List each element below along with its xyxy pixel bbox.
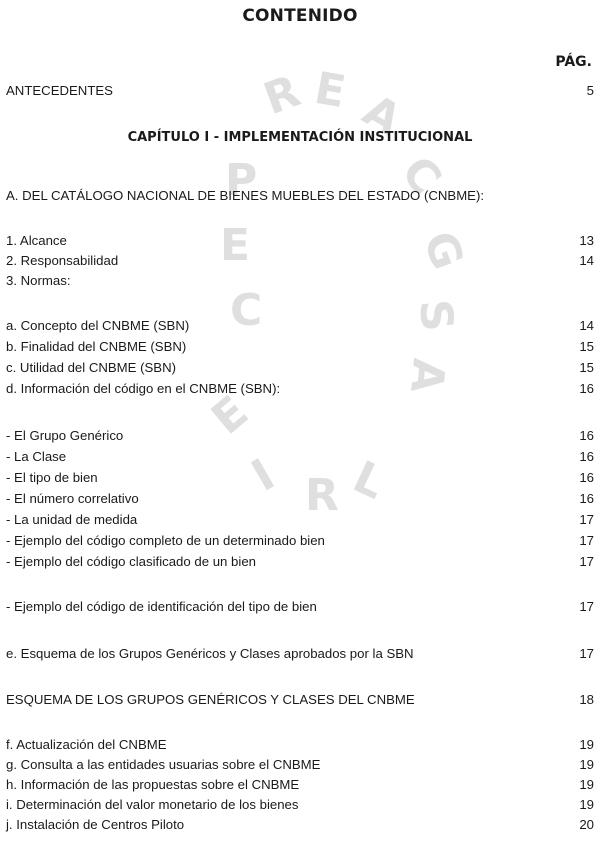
toc-entry[interactable] [6, 737, 594, 755]
toc-entry-page: 19 [579, 797, 594, 812]
toc-entry[interactable] [6, 646, 594, 664]
toc-entry[interactable] [6, 381, 594, 399]
toc-entry-page: 18 [579, 692, 594, 707]
toc-entry-label: j. Instalación de Centros Piloto [6, 817, 185, 832]
toc-entry[interactable] [6, 491, 594, 509]
toc-entry-label: A. DEL CATÁLOGO NACIONAL DE BIENES MUEBLES DEL ESTADO (CNBME): [6, 188, 485, 203]
toc-entry-page: 16 [579, 428, 594, 443]
toc-entry-label: - El Grupo Genérico [6, 428, 124, 443]
toc-entry-label: - La Clase [6, 449, 67, 464]
toc-entry-label: 2. Responsabilidad [6, 253, 119, 268]
toc-entry-page: 16 [579, 381, 594, 396]
watermark-letter: R [305, 470, 339, 521]
toc-entry-page: 17 [579, 554, 594, 569]
toc-entry-label: c. Utilidad del CNBME (SBN) [6, 360, 177, 375]
toc-entry-page: 17 [579, 599, 594, 614]
toc-entry-label: - La unidad de medida [6, 512, 138, 527]
watermark-letter: I [243, 449, 284, 502]
toc-entry[interactable] [6, 533, 594, 551]
watermark-letter: E [220, 220, 251, 271]
page-title: CONTENIDO [242, 6, 358, 26]
toc-entry-page: 15 [579, 360, 594, 375]
toc-entry-page: 19 [579, 777, 594, 792]
toc-entry-page: 13 [579, 233, 594, 248]
watermark-letter: C [230, 285, 263, 336]
toc-entry[interactable] [6, 360, 594, 378]
toc-entry-page: 19 [579, 757, 594, 772]
toc-entry[interactable] [6, 233, 594, 251]
toc-entry-label: g. Consulta a las entidades usuarias sobre el CNBME [6, 757, 321, 772]
toc-entry[interactable] [6, 817, 594, 835]
toc-entry-label: f. Actualización del CNBME [6, 737, 167, 752]
toc-section-heading[interactable] [6, 188, 594, 206]
toc-entry[interactable] [6, 692, 594, 710]
toc-entry[interactable] [6, 797, 594, 815]
chapter-heading: CAPÍTULO I - IMPLEMENTACIÓN INSTITUCIONAL [127, 130, 473, 145]
toc-entry-label: - Ejemplo del código clasificado de un bien [6, 554, 256, 569]
toc-entry[interactable] [6, 470, 594, 488]
toc-entry[interactable] [6, 554, 594, 572]
toc-entry-label: ESQUEMA DE LOS GRUPOS GENÉRICOS Y CLASES DEL CNBME [6, 692, 415, 707]
toc-entry-page: 16 [579, 470, 594, 485]
page-column-label: PÁG. [555, 54, 592, 70]
toc-entry-label: - El tipo de bien [6, 470, 98, 485]
toc-entry[interactable] [6, 428, 594, 446]
toc-entry-page: 17 [579, 533, 594, 548]
toc-entry-page: 17 [579, 512, 594, 527]
toc-entry-label: b. Finalidad del CNBME (SBN) [6, 339, 187, 354]
toc-entry[interactable] [6, 757, 594, 775]
toc-entry-page: 19 [579, 737, 594, 752]
toc-entry-page: 16 [579, 449, 594, 464]
watermark-letter: C [391, 146, 452, 205]
watermark-letter: L [345, 451, 393, 510]
watermark-letter: A [354, 84, 410, 147]
toc-entry-label: ANTECEDENTES [6, 83, 113, 98]
toc-entry-page: 16 [579, 491, 594, 506]
toc-entry-page: 20 [579, 817, 594, 832]
watermark-letter: E [202, 386, 258, 445]
toc-entry[interactable] [6, 339, 594, 357]
toc-entry-label: - Ejemplo del código de identificación del tipo de bien [6, 599, 317, 614]
watermark-letter: P [225, 155, 258, 206]
toc-entry[interactable] [6, 449, 594, 467]
toc-entry-label: 3. Normas: [6, 273, 71, 288]
toc-entry[interactable] [6, 273, 594, 291]
toc-entry[interactable] [6, 253, 594, 271]
toc-entry[interactable] [6, 777, 594, 795]
toc-entry-label: - Ejemplo del código completo de un determinado bien [6, 533, 325, 548]
watermark-letter: E [310, 62, 350, 119]
toc-entry-label: i. Determinación del valor monetario de los bienes [6, 797, 299, 812]
toc-entry-label: a. Concepto del CNBME (SBN) [6, 318, 190, 333]
toc-entry-label: d. Información del código en el CNBME (SBN): [6, 381, 281, 396]
toc-entry-label: 1. Alcance [6, 233, 67, 248]
toc-entry-page: 14 [579, 253, 594, 268]
toc-entry-label: e. Esquema de los Grupos Genéricos y Clases aprobados por la SBN [6, 646, 414, 661]
watermark-letter: G [412, 224, 474, 277]
watermark-letter: R [257, 65, 307, 126]
toc-entry-label: h. Información de las propuestas sobre el CNBME [6, 777, 300, 792]
toc-entry-page: 17 [579, 646, 594, 661]
toc-entry[interactable] [6, 318, 594, 336]
toc-entry[interactable] [6, 512, 594, 530]
toc-entry[interactable] [6, 599, 594, 617]
watermark-letter: A [400, 356, 454, 395]
toc-entry-page: 5 [586, 83, 594, 98]
toc-entry-page: 14 [579, 318, 594, 333]
toc-entry[interactable] [6, 83, 594, 101]
toc-entry-page: 15 [579, 339, 594, 354]
watermark-letter: S [409, 297, 463, 334]
toc-entry-label: - El número correlativo [6, 491, 139, 506]
